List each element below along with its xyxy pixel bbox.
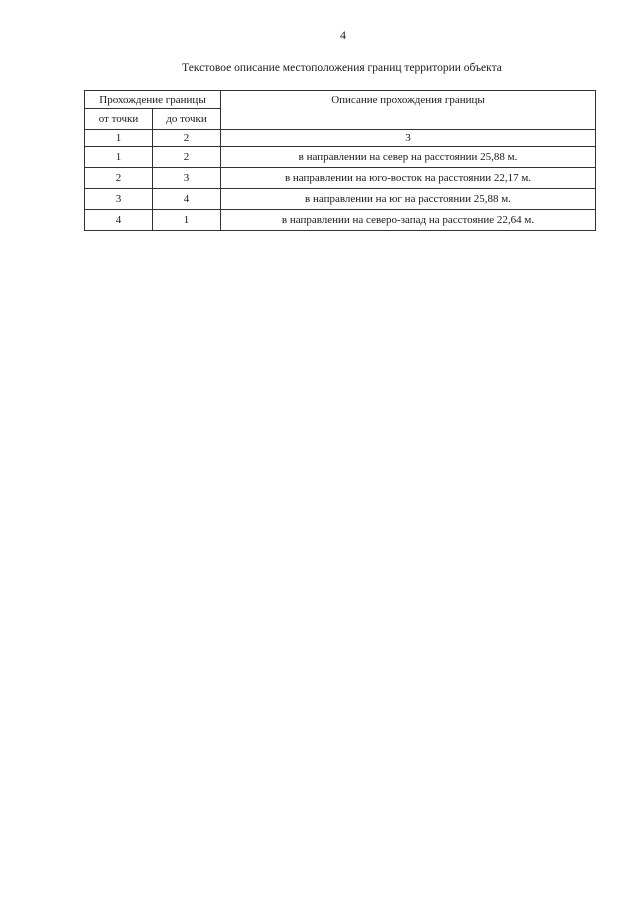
column-number: 1 [85, 130, 153, 147]
document-title: Текстовое описание местоположения границ территории объекта [182, 62, 502, 74]
header-from-point: от точки [85, 109, 153, 130]
page-number: 4 [340, 28, 346, 42]
table-header-row [85, 91, 596, 109]
to-point-cell: 1 [153, 210, 221, 231]
header-boundary-passage: Прохождение границы [85, 91, 221, 109]
header-to-point: до точки [153, 109, 221, 130]
description-cell: в направлении на северо-запад на расстояние 22,64 м. [221, 210, 596, 231]
table-row [85, 147, 596, 168]
from-point-cell: 3 [85, 189, 153, 210]
boundary-table [84, 90, 596, 231]
column-number: 3 [221, 130, 596, 147]
column-numbering-row [85, 130, 596, 147]
to-point-cell: 3 [153, 168, 221, 189]
to-point-cell: 2 [153, 147, 221, 168]
column-number: 2 [153, 130, 221, 147]
table-row [85, 168, 596, 189]
table-row [85, 189, 596, 210]
from-point-cell: 2 [85, 168, 153, 189]
from-point-cell: 4 [85, 210, 153, 231]
from-point-cell: 1 [85, 147, 153, 168]
description-cell: в направлении на юг на расстоянии 25,88 м. [221, 189, 596, 210]
description-cell: в направлении на юго-восток на расстоянии 22,17 м. [221, 168, 596, 189]
description-cell: в направлении на север на расстоянии 25,88 м. [221, 147, 596, 168]
table-row [85, 210, 596, 231]
to-point-cell: 4 [153, 189, 221, 210]
header-description: Описание прохождения границы [221, 91, 596, 130]
